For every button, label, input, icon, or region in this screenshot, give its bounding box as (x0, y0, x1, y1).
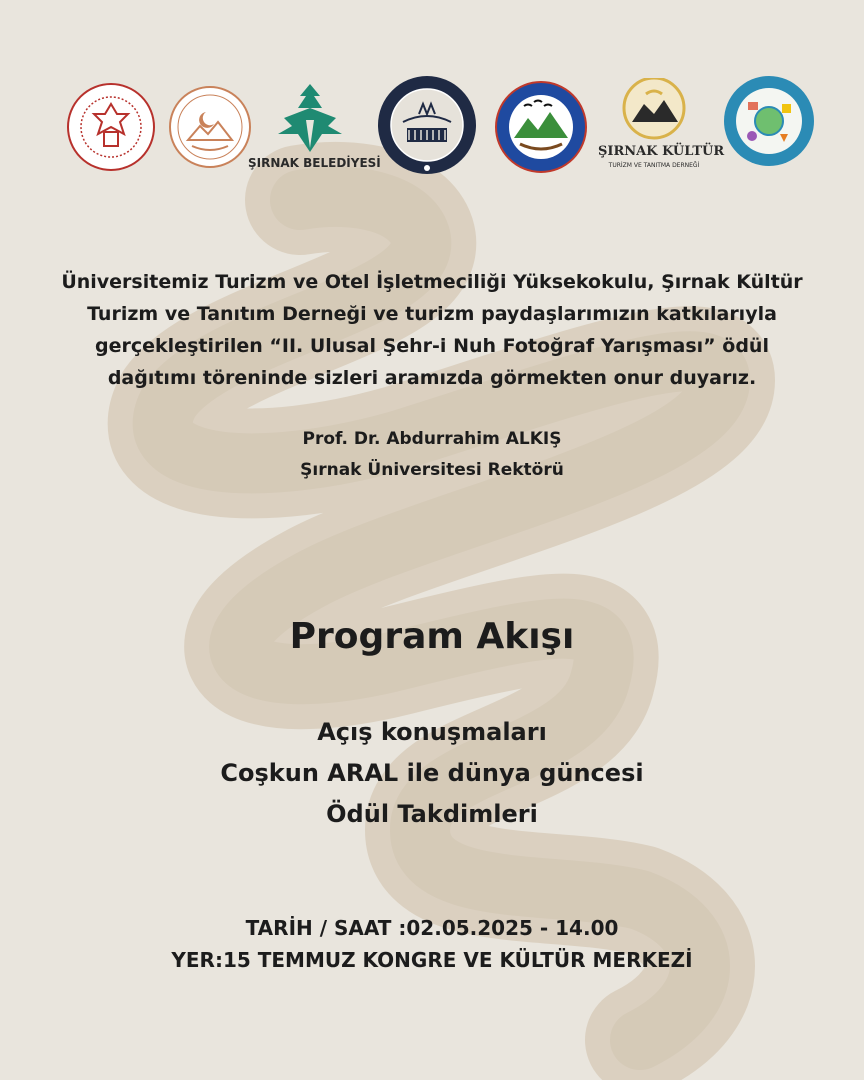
invitation-line: Üniversitemiz Turizm ve Otel İşletmeciliği Yüksekokulu, Şırnak Kültür (61, 271, 803, 293)
turizm-otel-yuksekokulu-logo (494, 80, 588, 174)
partner-logos-row (0, 78, 864, 178)
dernek-title: ŞIRNAK KÜLTÜR (598, 144, 725, 159)
belediye-caption: ŞIRNAK BELEDİYESİ (248, 156, 381, 170)
dernek-subtitle: TURİZM VE TANITMA DERNEĞİ (608, 162, 700, 169)
sirnak-belediyesi-logo (248, 78, 381, 178)
signer-name: Prof. Dr. Abdurrahim ALKIŞ (302, 429, 562, 449)
signer-title: Şırnak Üniversitesi Rektörü (300, 460, 564, 480)
program-item: Açış konuşmaları (317, 718, 547, 746)
program-title: Program Akışı (289, 616, 575, 657)
invitation-line: gerçekleştirilen “II. Ulusal Şehr-i Nuh Fotoğraf Yarışması” ödül (95, 335, 769, 357)
sirnak-valiligi-seal (168, 82, 252, 172)
event-info (0, 912, 864, 976)
invitation-line: Turizm ve Tanıtım Derneği ve turizm paydaşlarımızın katkılarıyla (87, 303, 777, 325)
signer-block (0, 424, 864, 486)
invitation-line: dağıtımı töreninde sizleri aramızda görmekten onur duyarız. (107, 367, 757, 389)
event-venue: YER:15 TEMMUZ KONGRE VE KÜLTÜR MERKEZİ (171, 948, 693, 972)
program-item: Coşkun ARAL ile dünya güncesi (220, 759, 644, 787)
sirnak-universitesi-seal (373, 74, 481, 176)
sirnak-kultur-dernegi-logo (598, 78, 725, 178)
turizm-kulubu-logo (722, 74, 816, 168)
invitation-text (40, 266, 824, 394)
kultur-turizm-bakanligi-seal (66, 82, 156, 172)
program-item: Ödül Takdimleri (326, 800, 538, 828)
program-list (0, 712, 864, 835)
event-date-time: TARİH / SAAT :02.05.2025 - 14.00 (245, 916, 619, 940)
